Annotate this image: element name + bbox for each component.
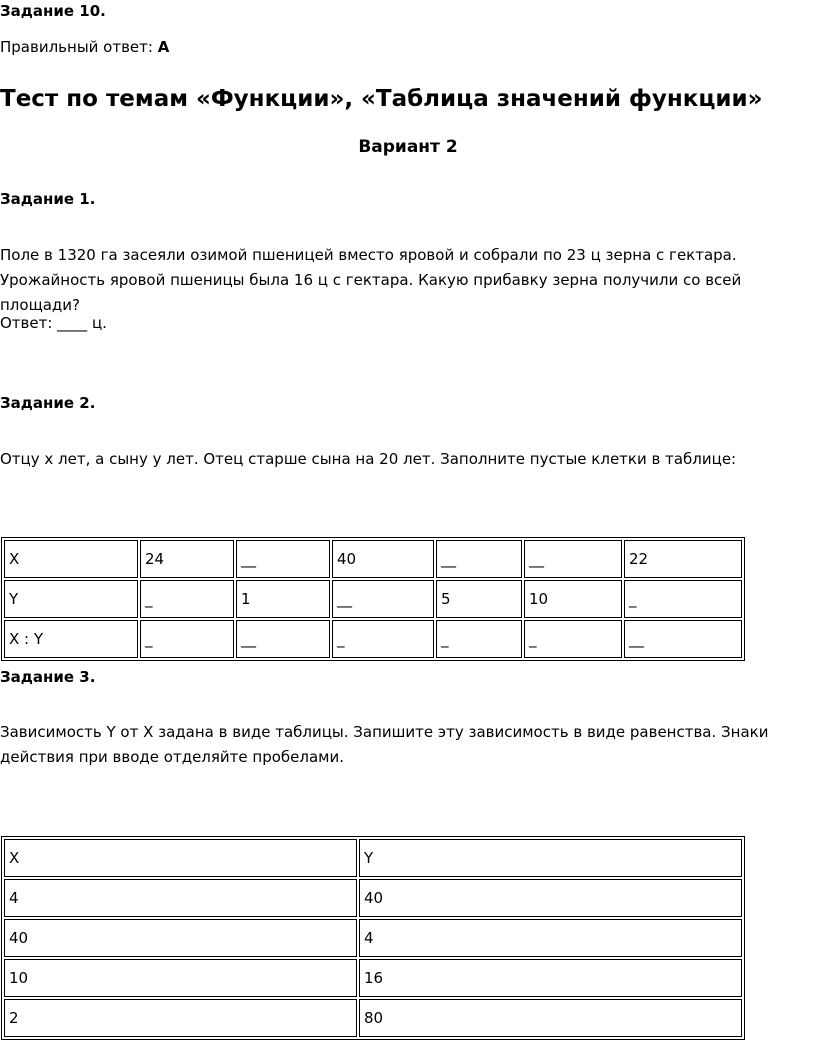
table-cell: Y xyxy=(4,580,138,618)
table-cell: _ xyxy=(332,620,434,658)
table-cell: 10 xyxy=(524,580,622,618)
task1-answer: Ответ: ____ ц. xyxy=(0,314,107,332)
variant-title: Вариант 2 xyxy=(358,137,458,157)
table-row xyxy=(4,580,742,618)
task3-table xyxy=(1,836,745,1040)
table-cell: 80 xyxy=(359,999,742,1037)
task1-title: Задание 1. xyxy=(0,190,96,208)
table-cell: 40 xyxy=(359,879,742,917)
table-row xyxy=(4,959,742,997)
answer-value: А xyxy=(157,38,170,56)
table-row xyxy=(4,879,742,917)
table-cell: _ xyxy=(624,580,742,618)
task10-title: Задание 10. xyxy=(0,2,106,20)
table-cell: __ xyxy=(524,540,622,578)
table-row xyxy=(4,919,742,957)
table-cell: 16 xyxy=(359,959,742,997)
correct-answer-line xyxy=(0,38,169,56)
task2-title: Задание 2. xyxy=(0,394,96,412)
table-cell: X xyxy=(4,839,357,877)
table-cell: __ xyxy=(236,540,330,578)
table-row xyxy=(4,540,742,578)
table-cell: 22 xyxy=(624,540,742,578)
task2-text: Отцу х лет, а сыну у лет. Отец старше сына на 20 лет. Заполните пустые клетки в таблице: xyxy=(0,450,737,468)
task1-text: Поле в 1320 га засеяли озимой пшеницей вместо яровой и собрали по 23 ц зерна с гектара. Урожайность яровой пшеницы была 16 ц с гектара. Какую прибавку зерна получили со всей площади? xyxy=(0,246,742,314)
table-row xyxy=(4,999,742,1037)
task3-title: Задание 3. xyxy=(0,668,96,686)
table-cell: 4 xyxy=(359,919,742,957)
answer-prefix: Правильный ответ: xyxy=(0,38,158,56)
table-cell: _ xyxy=(140,580,234,618)
table-row xyxy=(4,620,742,658)
table-cell: _ xyxy=(436,620,522,658)
table-cell: __ xyxy=(624,620,742,658)
table-cell: 2 xyxy=(4,999,357,1037)
table-cell: 24 xyxy=(140,540,234,578)
table-cell: _ xyxy=(524,620,622,658)
table-cell: Y xyxy=(359,839,742,877)
task2-table xyxy=(1,537,745,661)
table-cell: 5 xyxy=(436,580,522,618)
table-cell: 40 xyxy=(332,540,434,578)
table-cell: __ xyxy=(332,580,434,618)
table-cell: X : Y xyxy=(4,620,138,658)
table-cell: __ xyxy=(236,620,330,658)
table-cell: 40 xyxy=(4,919,357,957)
table-cell: 1 xyxy=(236,580,330,618)
test-title: Тест по темам «Функции», «Таблица значений функции» xyxy=(0,86,763,112)
table-cell: 4 xyxy=(4,879,357,917)
table-cell: _ xyxy=(140,620,234,658)
table-cell: X xyxy=(4,540,138,578)
table-row xyxy=(4,839,742,877)
table-cell: __ xyxy=(436,540,522,578)
table-cell: 10 xyxy=(4,959,357,997)
task3-text: Зависимость Y от X задана в виде таблицы. Запишите эту зависимость в виде равенства. Знаки действия при вводе отделяйте пробелами. xyxy=(0,723,769,766)
